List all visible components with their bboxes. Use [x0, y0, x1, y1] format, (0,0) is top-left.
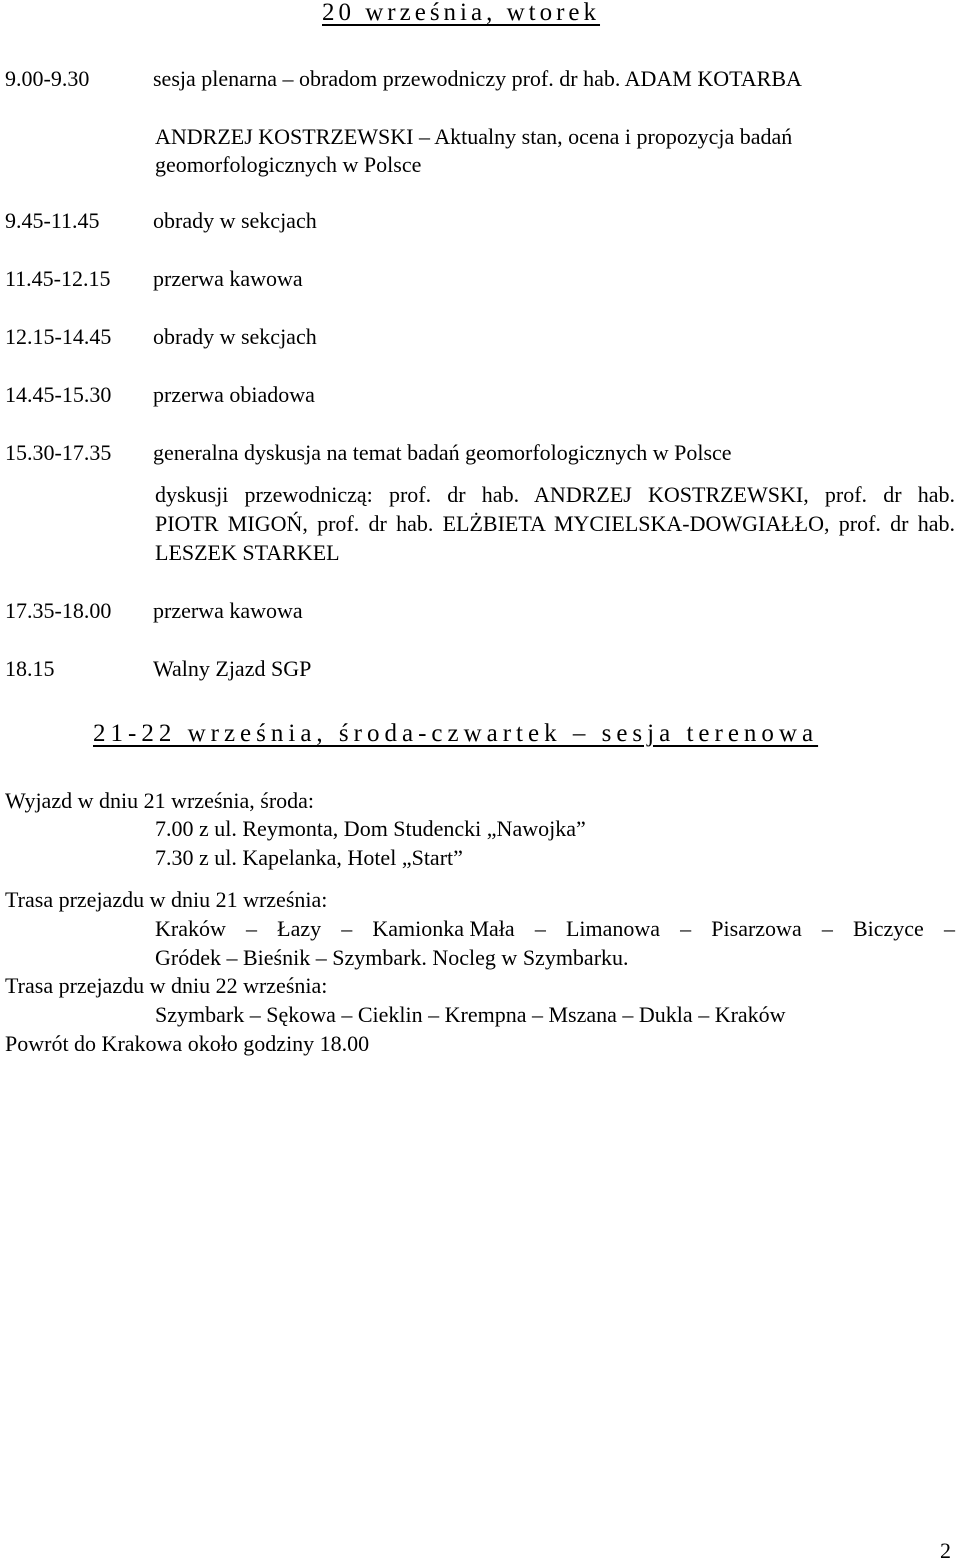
plenary-talk-line1: ANDRZEJ KOSTRZEWSKI – Aktualny stan, ocena i propozycja badań — [155, 124, 793, 149]
time-slot: 14.45-15.30 — [5, 382, 112, 407]
route-place: Szymbark — [155, 1002, 245, 1027]
time-slot: 11.45-12.15 — [5, 266, 111, 291]
route-dash: – — [943, 916, 955, 941]
time-slot: 9.45-11.45 — [5, 208, 100, 233]
time-slot: 15.30-17.35 — [5, 440, 112, 465]
plenary-talk-line2: geomorfologicznych w Polsce — [155, 152, 422, 177]
route21-places — [155, 916, 955, 942]
departure-line1: 7.00 z ul. Reymonta, Dom Studencki „Nawojka” — [155, 816, 586, 841]
route-dash: – — [622, 1002, 634, 1027]
route-dash: – — [428, 1002, 440, 1027]
route-dash: – — [680, 916, 692, 941]
schedule-text: przerwa kawowa — [153, 266, 303, 291]
time-slot: 9.00-9.30 — [5, 66, 90, 91]
schedule-text: przerwa obiadowa — [153, 382, 315, 407]
discussion-chairs-line2: PIOTR MIGOŃ, prof. dr hab. ELŻBIETA MYCIELSKA-DOWGIAŁŁO, prof. dr hab. — [155, 511, 955, 536]
route-place: Sękowa — [266, 1002, 336, 1027]
time-slot: 12.15-14.45 — [5, 324, 112, 349]
time-slot: 17.35-18.00 — [5, 598, 112, 623]
route-place: Dukla — [638, 1002, 693, 1027]
route-place: Kraków — [714, 1002, 786, 1027]
heading-day-1: 20 września, wtorek — [322, 0, 601, 26]
discussion-chairs-line1: dyskusji przewodniczą: prof. dr hab. ANDRZEJ KOSTRZEWSKI, prof. dr hab. — [155, 482, 955, 507]
page-number: 2 — [940, 1538, 951, 1563]
schedule-text: przerwa kawowa — [153, 598, 303, 623]
route-dash: – — [532, 1002, 543, 1027]
route-place: Kamionka Mała — [372, 916, 515, 941]
route22-places — [155, 1002, 786, 1028]
schedule-text: obrady w sekcjach — [153, 324, 317, 349]
route-dash: – — [534, 916, 546, 941]
route-place: Cieklin — [357, 1002, 423, 1027]
route21-label: Trasa przejazdu w dniu 21 września: — [5, 887, 328, 912]
route-place: Limanowa — [565, 916, 661, 941]
time-slot: 18.15 — [5, 656, 55, 681]
schedule-text: obrady w sekcjach — [153, 208, 317, 233]
route-place: Biczyce — [852, 916, 924, 941]
route-place: Mszana — [548, 1002, 617, 1027]
route22-label: Trasa przejazdu w dniu 22 września: — [5, 973, 328, 998]
departure-label: Wyjazd w dniu 21 września, środa: — [5, 788, 315, 813]
route21-line2: Gródek – Bieśnik – Szymbark. Nocleg w Szymbarku. — [155, 945, 629, 970]
route-dash: – — [821, 916, 833, 941]
discussion-chairs-line3: LESZEK STARKEL — [155, 540, 340, 565]
route-dash: – — [249, 1002, 261, 1027]
schedule-text: sesja plenarna – obradom przewodniczy prof. dr hab. ADAM KOTARBA — [153, 66, 802, 91]
route-dash: – — [341, 916, 353, 941]
route-place: Kraków — [155, 916, 226, 941]
route-place: Krempna — [444, 1002, 527, 1027]
route-dash: – — [698, 1002, 710, 1027]
schedule-text: generalna dyskusja na temat badań geomorfologicznych w Polsce — [153, 440, 732, 465]
heading-field-session: 21-22 września, środa-czwartek – sesja terenowa — [93, 720, 819, 747]
route-dash: – — [341, 1002, 353, 1027]
schedule-text: Walny Zjazd SGP — [153, 656, 312, 681]
route-place: Pisarzowa — [711, 916, 802, 941]
route-place: Łazy — [277, 916, 322, 941]
route-dash: – — [246, 916, 257, 941]
return-info: Powrót do Krakowa około godziny 18.00 — [5, 1031, 370, 1056]
departure-line2: 7.30 z ul. Kapelanka, Hotel „Start” — [155, 845, 463, 870]
